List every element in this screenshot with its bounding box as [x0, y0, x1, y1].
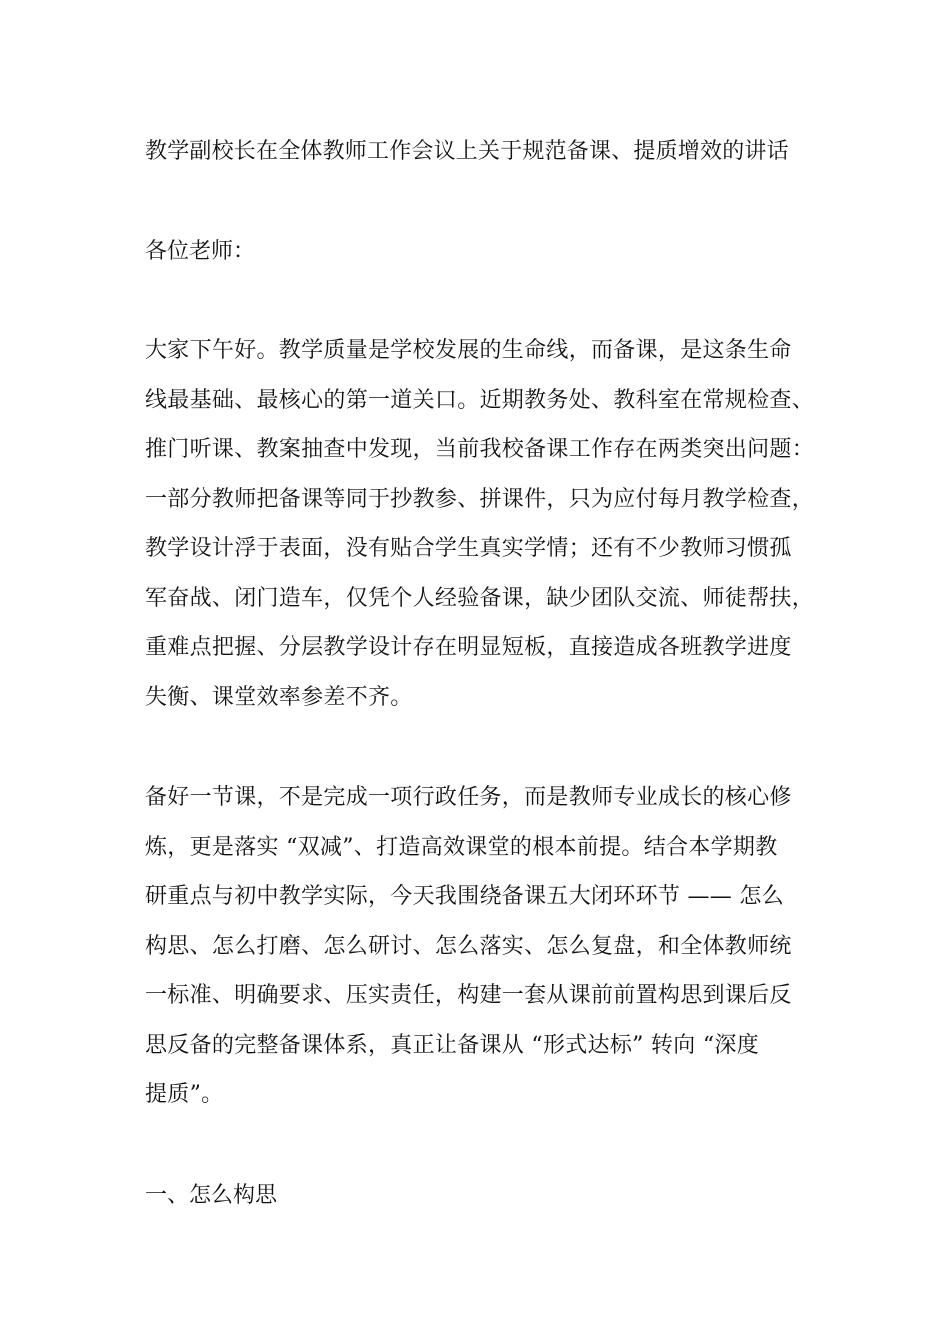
paragraph-line: 提质”。	[145, 1082, 224, 1107]
paragraph-line: 线最基础、最核心的第一道关口。近期教务处、教科室在常规检查、	[145, 387, 815, 413]
paragraph-line: 推门听课、教案抽查中发现，当前我校备课工作存在两类突出问题：	[145, 437, 815, 462]
paragraph-line: 军奋战、闭门造车，仅凭个人经验备课，缺少团队交流、师徒帮扶，	[145, 585, 815, 611]
section-heading: 一、怎么构思	[145, 1183, 278, 1208]
paragraph-line: 失衡、课堂效率参差不齐。	[145, 684, 413, 710]
salutation: 各位老师：	[145, 239, 256, 264]
paragraph-line: 大家下午好。教学质量是学校发展的生命线，而备课，是这条生命	[145, 338, 792, 363]
paragraph-line: 一标准、明确要求、压实责任，构建一套从课前前置构思到课后反	[145, 983, 792, 1008]
paragraph-line: 一部分教师把备课等同于抄教参、拼课件，只为应付每月教学检查，	[145, 486, 815, 512]
paragraph-line: 教学设计浮于表面，没有贴合学生真实学情；还有不少教师习惯孤	[145, 536, 792, 561]
paragraph-line: 备好一节课，不是完成一项行政任务，而是教师专业成长的核心修	[145, 785, 792, 810]
paragraph-purpose	[145, 783, 845, 1130]
paragraph-line: 重难点把握、分层教学设计存在明显短板，直接造成各班教学进度	[145, 635, 792, 660]
paragraph-line: 研重点与初中教学实际，今天我围绕备课五大闭环环节 —— 怎么	[145, 884, 784, 909]
paragraph-intro	[145, 336, 845, 732]
paragraph-line: 构思、怎么打磨、怎么研讨、怎么落实、怎么复盘，和全体教师统	[145, 933, 792, 959]
document-title: 教学副校长在全体教师工作会议上关于规范备课、提质增效的讲话	[145, 139, 789, 164]
paragraph-line: 炼，更是落实 “双减”、打造高效课堂的根本前提。结合本学期教	[145, 834, 778, 860]
paragraph-line: 思反备的完整备课体系，真正让备课从 “形式达标” 转向 “深度	[145, 1032, 760, 1058]
